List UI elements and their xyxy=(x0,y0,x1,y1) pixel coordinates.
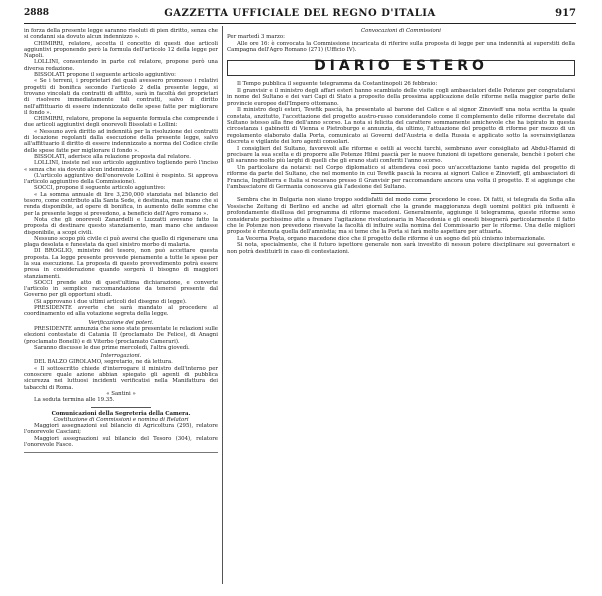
left-paragraph: CHIMIRRI, relatore, propone la seguente formula che comprende i due articoli aggiuntivi degli onorevoli Bissolati e Lollini: xyxy=(24,116,218,129)
section-rule xyxy=(371,193,431,194)
left-paragraph: Maggiori assegnazioni sul bilancio di Agricoltura (295), relatore l'onorevole Casciani; xyxy=(24,423,218,436)
session-end: La seduta termina alle 19.35. xyxy=(34,397,115,404)
left-paragraph: CHIMIRRI, relatore, accetta il concetto di questi due articoli aggiuntivi proponendo però la formula dell'articolo 12 della legge per Napoli. xyxy=(24,40,218,60)
left-paragraph: « Se i terreni, i proprietari dei quali avessero promosso i relativi progetti di bonifica secondo l'articolo 2 della presente legge, si trovano vincolati da contratti di affitto, sarà in facoltà dei proprietari di risolvere immediatamente tali contratti, salvo il diritto nell'affittuario di essere indennizzato delle spese fatte per migliorare il fondo ». xyxy=(24,78,218,116)
left-paragraph: « Il sottoscritto chiede d'interrogare il ministro dell'interno per conoscere quale azione abbian spiegato gli agenti di pubblica sicurezza nei luttuosi incidenti verificatisi nella Manifattura dei tabacchi di Roma. xyxy=(24,365,218,391)
diario-estero-banner xyxy=(227,60,575,76)
left-paragraph: DEL BALZO GIROLAMO, segretario, ne dà lettura. xyxy=(34,359,173,366)
signature: « Santini » xyxy=(106,390,136,397)
right-paragraph: Il granvisir e il ministro degli affari esteri hanno scambiato delle visite cogli ambasciatori delle Potenze per congratularsi in nome del Sultano e dei vari Capi di Stato a proposito della prossima applicazione delle riforme nella maggior parte delle provincie europee dell'Impero ottomano. xyxy=(227,87,575,107)
left-paragraph: SOCCI, propone il seguente articolo aggiuntivo: xyxy=(34,185,166,192)
communications-heading: Comunicazioni della Segreteria della Camera. xyxy=(51,410,191,417)
right-paragraph: Sembra che in Bulgaria non siano troppo soddisfatti del modo come procedono le cose. Di fatti, si telegrafa da Sofia alla Vossische Zeitung di Berlino ed anche ad altri giornali che la grande maggioranza degli uomini politici più influenti è profondamente disillusa del programma di riforme macedoni. Generalmente, aggiunge il telegramma, queste riforme sono considerate pochissimo atte a frenare l'agitazione rivoluzionaria in Macedonia e gli onesti bisognerà particolarmente il fatto che le Potenze non prevedono risevate la facoltà di influire sulla nomina del Commissario per le riforme. Una delle migliori proposte è ritenuta quella dell'amnistia; ma si teme che la Porta si farà molto aspettare per attuarla. xyxy=(227,197,575,236)
communications-subheading: Costituzione di Commissioni e nomina di Relatori xyxy=(53,416,189,423)
header-page-number: 917 xyxy=(555,8,576,19)
left-paragraph: SOCCI prende atto di quest'ultima dichiarazione, e converte l'articolo in semplice raccomandazione da tenersi presente dal Governo per gli opportuni studi. xyxy=(24,279,218,299)
diario-estero-title: DIARIO ESTERO xyxy=(314,58,488,75)
left-paragraph: in forza della presente legge saranno risoluti di pien diritto, senza che si condanni sia dovuto alcun indennizzo ». xyxy=(24,28,218,41)
left-paragraph: (L'articolo aggiuntivo dell'onorevole Lollini è respinto. Si approva l'articolo aggiuntivo della Commissione). xyxy=(24,172,218,186)
left-paragraph: « Nessuno avrà diritto ad indennità per la risoluzione dei contratti di locazione regolanti dalla esecuzione della presente legge, salvo all'affittuario il diritto di essere indennizzato a norma del Codice civile delle spese fatte per migliorare il fondo ». xyxy=(24,128,218,154)
right-paragraph: Si nota, specialmente, che il futuro ispettore generale non sarà investito di nessun potere disciplinare sui governatori e non potrà destituirli in caso di contestazioni. xyxy=(227,242,575,255)
right-column xyxy=(227,28,575,255)
section-heading-verification: Verificazione dei poteri. xyxy=(88,319,154,326)
right-paragraph: Il Tempo pubblica il seguente telegramma da Costantinopoli 26 febbraio: xyxy=(237,81,438,88)
gazette-title: GAZZETTA UFFICIALE DEL REGNO D'ITALIA xyxy=(164,8,436,19)
right-paragraph: Un particolare da notarsi: nel Corpo diplomatico si attendeva così poco un'accettazione tanto rapida del progetto di riforme da parte del Sultano, che nel momento in cui Tewfik pascià la recava ai signori Calice e Zinovieff, gli ambasciatori di Francia, Inghilterra e Italia si recavano presso il Granvisir per raccomandare ancora una volta il progetto. E si aggiunge che l'ambasciatore di Germania conosceva già l'adesione del Sultano. xyxy=(227,164,575,190)
convocations-heading: Convocazioni di Commissioni xyxy=(361,28,441,34)
bottom-rule xyxy=(24,452,218,453)
left-paragraph: BISSOLATI propone il seguente articolo aggiuntivo: xyxy=(34,72,176,79)
convocations-text: Alle ore 16: è convocata la Commissione incaricata di riferire sulla proposta di legge per una indennità ai superstiti della Campagna dell'Agro Romano (271) (Ufficio IV). xyxy=(227,40,575,53)
header-rule xyxy=(24,23,576,24)
left-paragraph: DI BROGLIO, ministro del tesoro, non può accettare questa proposta. La legge presente provvede pienamente a tutte le spese per la sua esecuzione. La proposta di questo provvedimento potrà essere presa in considerazione quando sorgerà il bisogno di maggiori stanziamenti. xyxy=(24,248,218,280)
header-page-ref: 2888 xyxy=(24,8,50,18)
convocations-date: Per martedì 3 marzo: xyxy=(227,34,285,41)
left-paragraph: PRESIDENTE avverte che sarà mandato al procedere al coordinamento ed alla votazione segreta della legge. xyxy=(24,305,218,318)
section-rule xyxy=(91,407,151,408)
left-paragraph: Nota che gli onorevoli Zanardelli e Luzzatti avevano fatto la proposta di destinare questo stanziamento, man mano che andasse disponibile, a scopi civili. xyxy=(24,216,218,236)
left-column xyxy=(24,28,218,456)
column-divider xyxy=(222,26,223,584)
left-paragraph: LOLLINI, consentendo in parte col relatore, propone però una diversa redazione. xyxy=(24,59,218,72)
left-paragraph: (Si approvano i due ultimi articoli del disegno di legge). xyxy=(34,298,187,305)
left-paragraph: LOLLINI, insiste nel suo articolo aggiuntivo togliendo però l'inciso « senza che sia dovuto alcun indennizzo ». xyxy=(24,160,218,173)
right-paragraph: Il ministro degli esteri, Tewfik pascià, ha presentato al barone del Calice e al signor Zinovieff una nota scritta la quale constata, anzitutto, l'accettazione del progetto austro-russo considerandolo come il complemento delle riforme decretate dal Sultano istesso alla fine dell'anno scorso. La nota si felicita del carattere sommamente amichevole che ha ispirato in questa circostanza i gabinetti di Vienna e Pietroburgo e annunzia, da ultimo, l'attuazione del progetto di riforme per mezzo di un regolamento elaborato dalla Porta, comunicato ai Governi dell'Austria e della Russia e applicato sotto la sovrainvigilanza discreta e vigilante dei loro agenti consolari. xyxy=(227,107,575,146)
left-paragraph: Saranno discusse le due prime mercoledì, l'altra giovedì. xyxy=(34,344,190,351)
left-paragraph: « La somma annuale di lire 3,250,000 stanziata nel bilancio del tesoro, come contributo alla Santa Sede, è destinata, man mano che si renda disponibile, ad opere di bonifica, in aumento delle somme che per la presente legge si prevedono, a beneficio dell'Agro romano ». xyxy=(24,191,218,217)
right-paragraph: La Vecerna Poșta, organo macedone dice che il progetto delle riforme è un sogno del più cinismo internazionale. xyxy=(237,235,546,242)
left-paragraph: Nessuno scopo più civile ci può aversi che quello di rigenerare una plaga desolata e funestata da quel sinistro morbo di malaria. xyxy=(24,235,218,249)
left-paragraph: Maggiori assegnazioni sul bilancio del Tesoro (304), relatore l'onorevole Fasce. xyxy=(24,435,218,448)
left-paragraph: BISSOLATI, aderisce alla relazione proposta dal relatore. xyxy=(34,153,191,160)
page-header xyxy=(24,8,576,22)
left-paragraph: PRESIDENTE annunzia che sono state presentate le relazioni sulle elezioni contestate di Catania II (proclamato De Felice), di Anagni (proclamato Bonelli) e di Viterbo (proclamato Camerari). xyxy=(24,325,218,345)
right-paragraph: I consiglieri del Sultano, favorevoli alle riforme e ostili ai vecchi turchi, sembrano aver consigliato ad Abdul-Hamid di precisare la sua scelta e di proporre alle Potenze Hilmi pascià per le nuove funzioni di ispettore generale, benchè i poteri che gli saranno molto più larghi di quelli che gli erano stati conferiti l'anno scorso. xyxy=(227,145,575,165)
section-heading-interrogations: Interrogazioni. xyxy=(100,353,142,360)
